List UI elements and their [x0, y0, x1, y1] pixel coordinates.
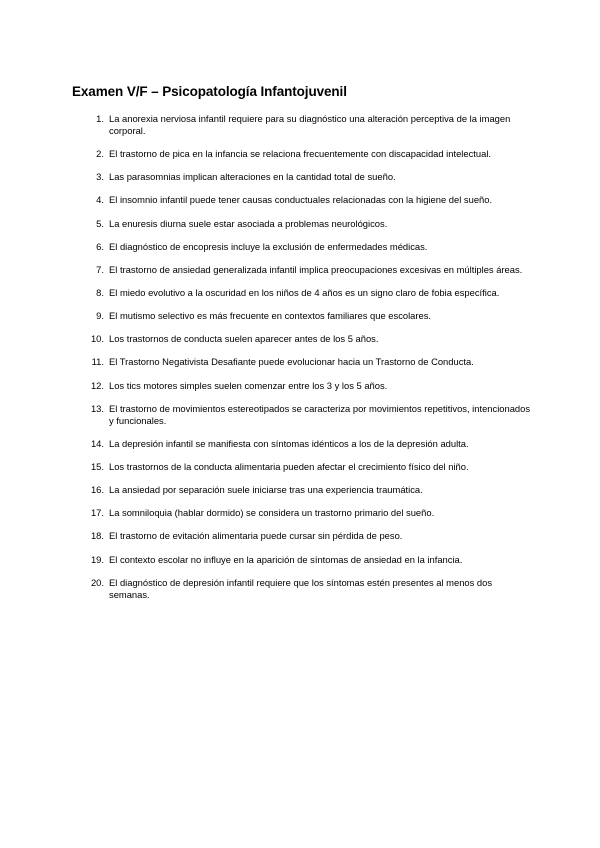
- question-text: El contexto escolar no influye en la aparición de síntomas de ansiedad en la infancia.: [109, 553, 463, 565]
- question-number: 12.: [90, 379, 104, 391]
- question-text: El miedo evolutivo a la oscuridad en los niños de 4 años es un signo claro de fobia específica.: [109, 286, 500, 298]
- question-text: La anorexia nerviosa infantil requiere para su diagnóstico una alteración perceptiva de la imagen corporal.: [109, 113, 511, 136]
- list-item: [72, 218, 532, 230]
- list-item: [72, 380, 532, 392]
- question-number: 4.: [96, 194, 104, 206]
- question-number: 6.: [96, 240, 104, 252]
- list-item: [72, 438, 532, 450]
- question-number: 1.: [96, 113, 104, 124]
- list-item: [72, 356, 532, 368]
- question-number: 15.: [90, 460, 104, 472]
- list-item: [72, 171, 532, 183]
- list-item: [72, 403, 532, 427]
- question-list: [72, 113, 532, 612]
- question-text: La depresión infantil se manifiesta con síntomas idénticos a los de la depresión adulta.: [109, 437, 469, 449]
- list-item: [72, 241, 532, 253]
- list-item: [72, 484, 532, 496]
- question-number: 13.: [90, 402, 104, 414]
- list-item: [72, 554, 532, 566]
- question-text: El trastorno de ansiedad generalizada infantil implica preocupaciones excesivas en múltiples áreas.: [109, 263, 523, 275]
- question-text: El mutismo selectivo es más frecuente en contextos familiares que escolares.: [109, 309, 432, 321]
- question-text: El diagnóstico de encopresis incluye la exclusión de enfermedades médicas.: [109, 240, 428, 252]
- question-number: 18.: [90, 530, 104, 542]
- question-number: 14.: [90, 437, 104, 449]
- question-text: La ansiedad por separación suele iniciarse tras una experiencia traumática.: [109, 484, 423, 496]
- list-item: [72, 461, 532, 473]
- list-item: [72, 333, 532, 345]
- list-item: [72, 264, 532, 276]
- list-item: [72, 310, 532, 322]
- question-number: 5.: [96, 217, 104, 229]
- question-text: La enuresis diurna suele estar asociada a problemas neurológicos.: [109, 217, 388, 229]
- question-number: 11.: [91, 356, 104, 368]
- question-number: 9.: [96, 309, 104, 321]
- question-number: 20.: [90, 576, 104, 588]
- question-text: El Trastorno Negativista Desafiante puede evolucionar hacia un Trastorno de Conducta.: [109, 356, 474, 368]
- question-text: El diagnóstico de depresión infantil requiere que los síntomas estén presentes al menos dos semanas.: [109, 576, 493, 600]
- question-number: 7.: [96, 263, 104, 275]
- question-number: 17.: [90, 507, 104, 519]
- question-text: Los trastornos de conducta suelen aparecer antes de los 5 años.: [109, 333, 379, 345]
- question-text: El trastorno de movimientos estereotipados se caracteriza por movimientos repetitivos, intencionados y funcionales.: [109, 402, 531, 426]
- question-text: La somniloquia (hablar dormido) se considera un trastorno primario del sueño.: [109, 507, 435, 519]
- question-text: Los trastornos de la conducta alimentaria pueden afectar el crecimiento físico del niño.: [109, 460, 469, 472]
- list-item: [72, 287, 532, 299]
- question-number: 19.: [90, 553, 104, 565]
- question-number: 3.: [96, 171, 104, 183]
- question-number: 16.: [90, 484, 104, 496]
- question-number: 10.: [90, 333, 104, 345]
- question-number: 2.: [96, 148, 104, 159]
- question-text: El trastorno de evitación alimentaria puede cursar sin pérdida de peso.: [109, 530, 403, 542]
- list-item: [72, 507, 532, 519]
- list-item: [72, 113, 532, 137]
- list-item: [72, 148, 532, 160]
- page-title: Examen V/F – Psicopatología Infantojuvenil: [72, 84, 347, 99]
- question-text: Los tics motores simples suelen comenzar entre los 3 y los 5 años.: [109, 379, 388, 391]
- question-text: Las parasomnias implican alteraciones en la cantidad total de sueño.: [109, 171, 396, 183]
- question-text: El insomnio infantil puede tener causas conductuales relacionadas con la higiene del sueño.: [109, 194, 493, 206]
- question-number: 8.: [96, 286, 104, 298]
- list-item: [72, 577, 532, 601]
- list-item: [72, 530, 532, 542]
- question-text: El trastorno de pica en la infancia se relaciona frecuentemente con discapacidad intelectual.: [109, 148, 492, 159]
- list-item: [72, 194, 532, 206]
